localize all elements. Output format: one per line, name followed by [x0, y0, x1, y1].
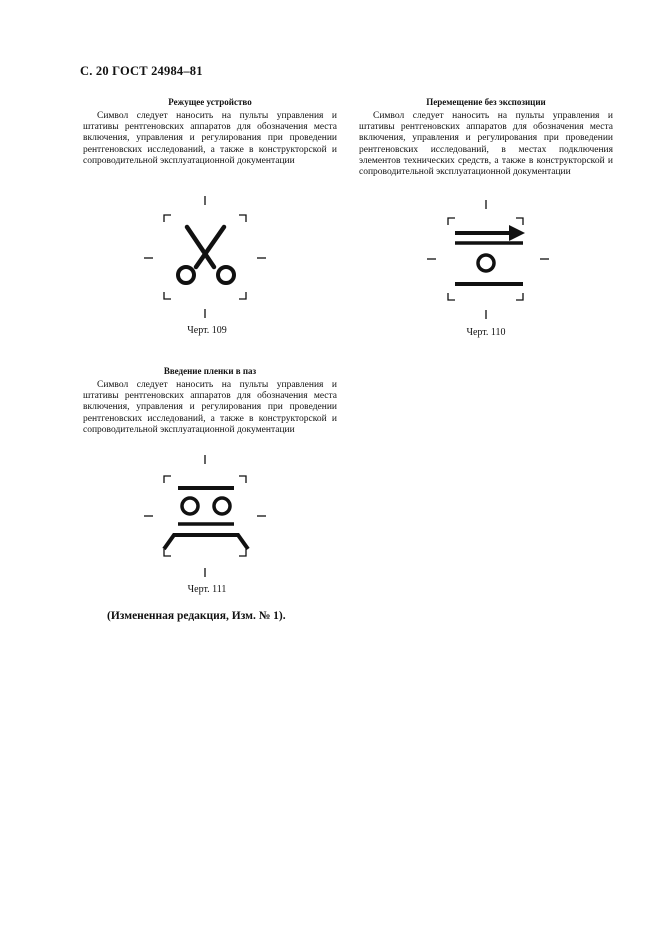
caption-111: Черт. 111: [187, 584, 227, 595]
section-title: Перемещение без экспозиции: [426, 97, 546, 107]
frame-marks: [144, 455, 266, 577]
revision-note: (Измененная редакция, Изм. № 1).: [107, 610, 286, 622]
figure-111: [140, 451, 270, 581]
figure-109: [140, 192, 270, 322]
caption-110: Черт. 110: [466, 327, 506, 338]
figure-110: [423, 196, 553, 326]
scissors-icon: [178, 227, 234, 283]
section-movement-without-exposure: [359, 97, 613, 178]
section-text: Символ следует наносить на пульты управления и штативы рентгеновских аппаратов для обозначения места включения, управления и регулирования при проведении рентгеновских исследований, а также в конструкторской и сопроводительной эксплуатационной документации: [83, 380, 337, 435]
film-insertion-icon: [164, 488, 248, 549]
section-title: Введение пленки в паз: [163, 366, 257, 376]
section-cutting-device: [83, 97, 337, 167]
section-film-insertion: [83, 366, 337, 436]
page-header: С. 20 ГОСТ 24984–81: [80, 64, 203, 78]
caption-109: Черт. 109: [187, 325, 227, 336]
move-without-exposure-icon: [455, 225, 525, 284]
section-text: Символ следует наносить на пульты управления и штативы рентгеновских аппаратов для обозначения места включения, управления и регулирования при проведении рентгеновских исследований, в местах подключения элементов технических средств, а также в конструкторской и сопроводительной эксплуатационной документации: [359, 111, 613, 178]
frame-marks: [427, 200, 549, 319]
section-title: Режущее устройство: [168, 97, 252, 107]
section-text: Символ следует наносить на пульты управления и штативы рентгеновских аппаратов для обозначения места включения, управления и регулирования при проведении рентгеновских исследований, а также в конструкторской и сопроводительной эксплуатационной документации: [83, 111, 337, 166]
